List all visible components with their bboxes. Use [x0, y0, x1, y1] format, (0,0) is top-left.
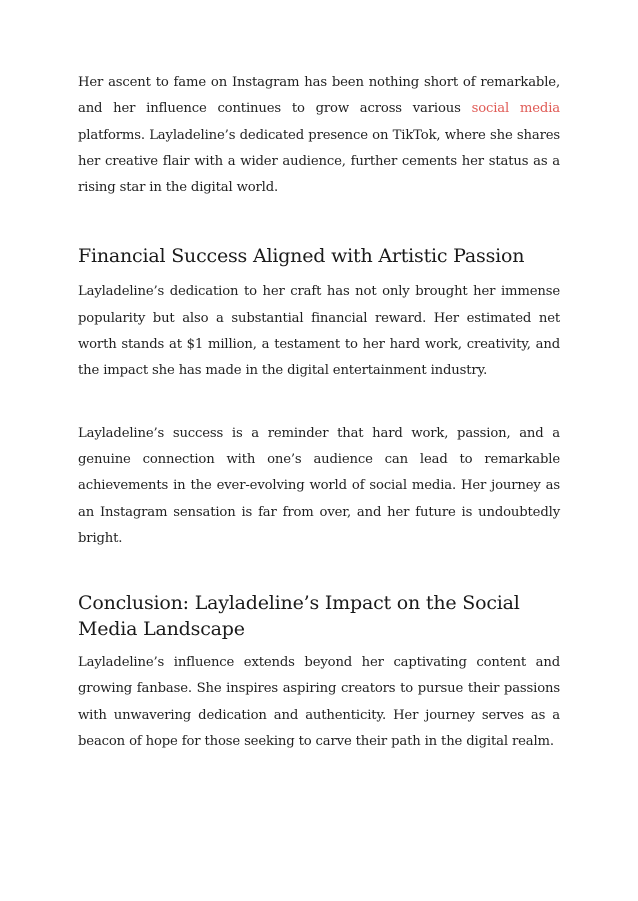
- heading-conclusion: Conclusion: Layladeline’s Impact on the Social Media Landscape: [78, 592, 520, 641]
- document-page: [78, 70, 560, 755]
- heading-financial-success: Financial Success Aligned with Artistic Passion: [78, 245, 525, 268]
- paragraph-financial: Layladeline’s dedication to her craft has not only brought her immense popularity but also a substantial financial reward. Her estimated net worth stands at $1 million, a testament to her hard work, creativity, and the impact she has made in the digital entertainment industry.: [78, 284, 560, 379]
- paragraph-success: Layladeline’s success is a reminder that hard work, passion, and a genuine connection with one’s audience can lead to remarkable achievements in the ever-evolving world of social media. Her journey as an Instagram sensation is far from over, and her future is undoubtedly bright.: [78, 425, 560, 546]
- paragraph-intro-text-start: Her ascent to fame on Instagram has been nothing short of remarkable, and her influence continues to grow across various: [78, 75, 560, 117]
- paragraph-conclusion: Layladeline’s influence extends beyond her captivating content and growing fanbase. She inspires aspiring creators to pursue their passions with unwavering dedication and authenticity. Her journey serves as a beacon of hope for those seeking to carve their path in the digital realm.: [78, 655, 560, 750]
- paragraph-intro: [78, 70, 560, 201]
- social-media-link[interactable]: social media: [471, 101, 560, 117]
- paragraph-intro-text-end: platforms. Layladeline’s dedicated presence on TikTok, where she shares her creative flair with a wider audience, further cements her status as a rising star in the digital world.: [78, 127, 560, 196]
